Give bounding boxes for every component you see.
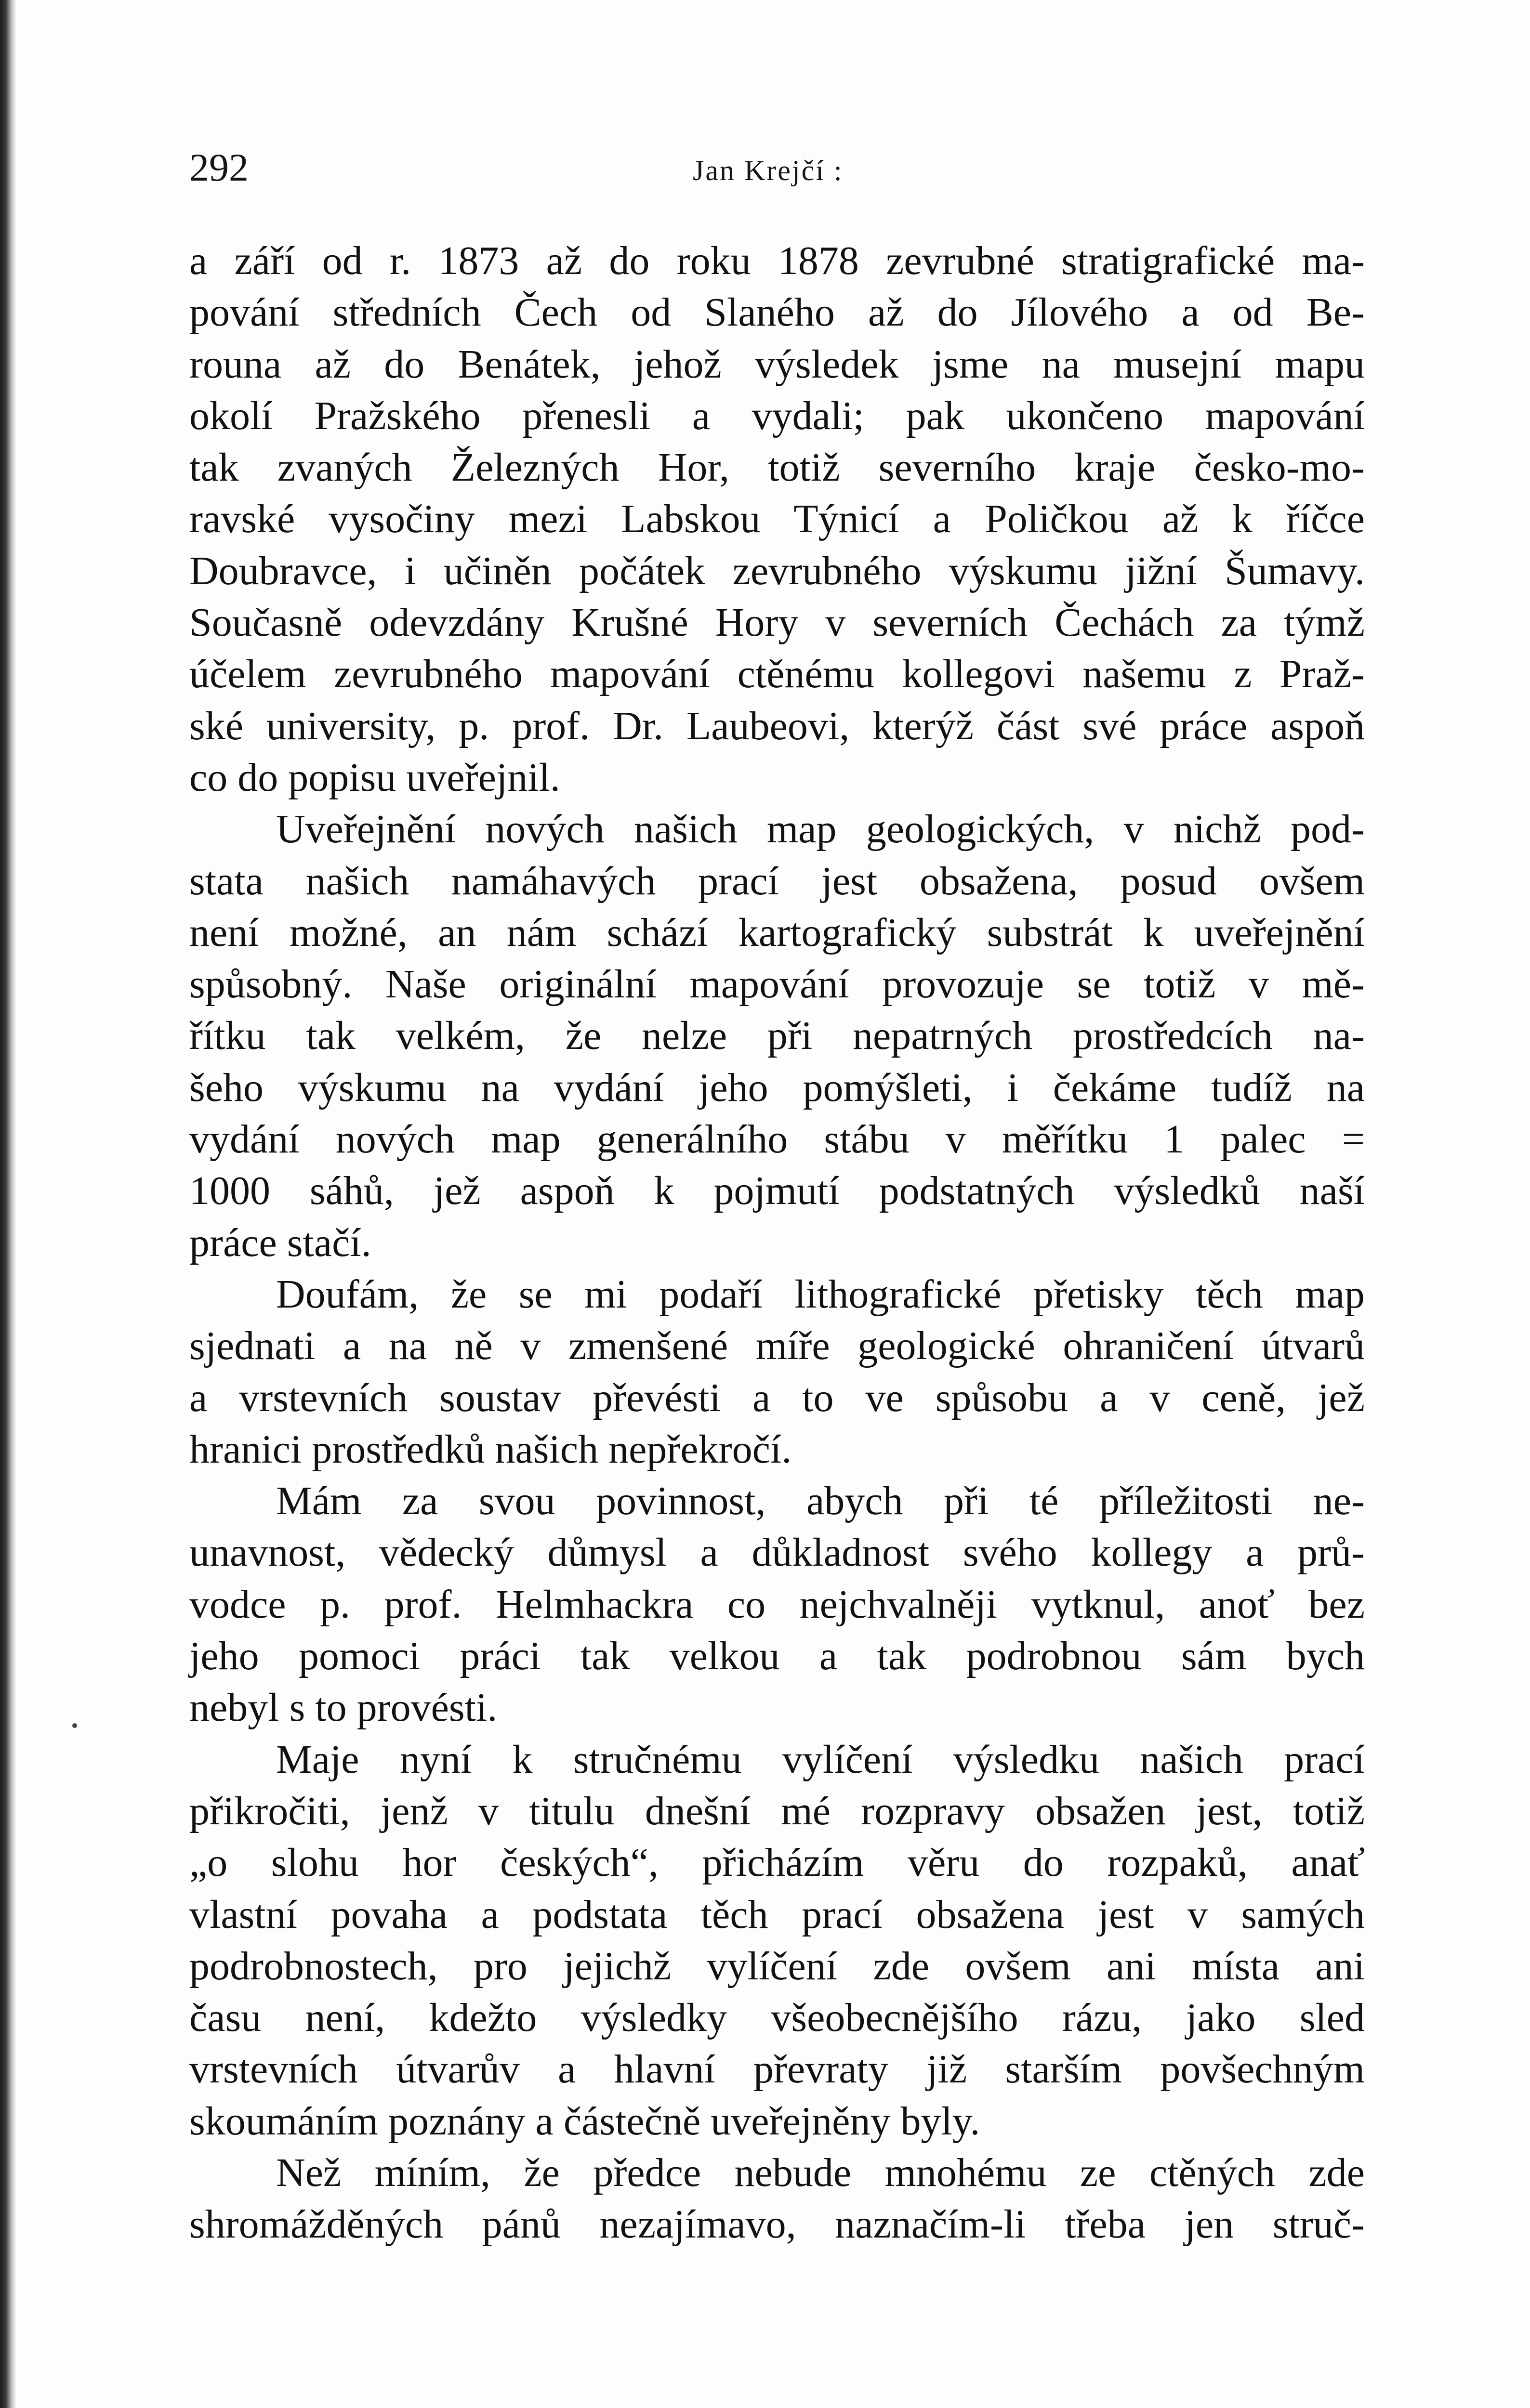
- text-line: vydání nových map generálního stábu v měřítku 1 palec =: [189, 1117, 1365, 1162]
- page-header: [189, 144, 1365, 201]
- text-line: přikročiti, jenž v titulu dnešní mé rozpravy obsažen jest, totiž: [189, 1788, 1365, 1833]
- text-line: Mám za svou povinnost, abych při té příležitosti ne-: [276, 1479, 1365, 1524]
- text-line: pování středních Čech od Slaného až do Jílového a od Be-: [189, 290, 1365, 335]
- running-head: Jan Krejčí :: [693, 155, 844, 186]
- text-line: podrobnostech, pro jejichž vylíčení zde ovšem ani místa ani: [189, 1943, 1365, 1989]
- text-line: Maje nyní k stručnému vylíčení výsledku našich prací: [276, 1737, 1365, 1782]
- text-line: spůsobný. Naše originální mapování provozuje se totiž v mě-: [189, 962, 1365, 1007]
- text-line: shromážděných pánů nezajímavo, naznačím-li třeba jen struč-: [189, 2202, 1365, 2247]
- paragraph: [189, 1734, 1365, 2147]
- body-text: [189, 235, 1365, 2251]
- text-line: unavnost, vědecký důmysl a důkladnost svého kollegy a prů-: [189, 1530, 1365, 1575]
- text-line: rouna až do Benátek, jehož výsledek jsme na musejní mapu: [189, 341, 1365, 387]
- text-line: práce stačí.: [189, 1220, 371, 1265]
- text-line: sjednati a na ně v zmenšené míře geologické ohraničení útvarů: [189, 1323, 1365, 1369]
- text-line: Uveřejnění nových našich map geologických, v nichž pod-: [276, 807, 1365, 852]
- text-line: hranici prostředků našich nepřekročí.: [189, 1426, 792, 1472]
- text-line: Doufám, že se mi podaří lithografické přetisky těch map: [276, 1271, 1365, 1317]
- text-line: „o slohu hor českých“, přicházím věru do rozpaků, anať: [189, 1840, 1365, 1885]
- text-line: Současně odevzdány Krušné Hory v severních Čechách za týmž: [189, 600, 1365, 645]
- text-line: Než míním, že předce nebude mnohému ze ctěných zde: [276, 2150, 1365, 2195]
- text-line: 1000 sáhů, jež aspoň k pojmutí podstatných výsledků naší: [189, 1168, 1365, 1214]
- page-number: 292: [189, 145, 249, 189]
- text-line: účelem zevrubného mapování ctěnému kollegovi našemu z Praž-: [189, 652, 1365, 697]
- text-line: jeho pomoci práci tak velkou a tak podrobnou sám bych: [189, 1634, 1365, 1679]
- text-line: ské university, p. prof. Dr. Laubeovi, kterýž část své práce aspoň: [189, 703, 1365, 748]
- text-line: okolí Pražského přenesli a vydali; pak ukončeno mapování: [189, 393, 1365, 438]
- text-line: řítku tak velkém, že nelze při nepatrných prostředcích na-: [189, 1013, 1365, 1059]
- paragraph: [189, 1475, 1365, 1733]
- text-line: není možné, an nám schází kartografický substrát k uveřejnění: [189, 910, 1365, 955]
- scan-edge-shadow: [0, 0, 16, 2408]
- text-line: co do popisu uveřejnil.: [189, 755, 560, 800]
- text-line: šeho výskumu na vydání jeho pomýšleti, i čekáme tudíž na: [189, 1065, 1365, 1110]
- text-line: tak zvaných Železných Hor, totiž severního kraje česko-mo-: [189, 445, 1365, 490]
- text-line: skoumáním poznány a částečně uveřejněny byly.: [189, 2098, 980, 2144]
- text-line: vodce p. prof. Helmhackra co nejchvalněji vytknul, anoť bez: [189, 1582, 1365, 1627]
- paragraph: [189, 2147, 1365, 2251]
- paragraph: [189, 235, 1365, 803]
- text-line: vrstevních útvarův a hlavní převraty již starším povšechným: [189, 2047, 1365, 2092]
- text-line: stata našich namáhavých prací jest obsažena, posud ovšem: [189, 858, 1365, 903]
- text-line: a vrstevních soustav převésti a to ve spůsobu a v ceně, jež: [189, 1375, 1365, 1420]
- stray-ink-dot: [72, 1723, 77, 1728]
- text-line: Doubravce, i učiněn počátek zevrubného výskumu jižní Šumavy.: [189, 548, 1365, 593]
- paragraph: [189, 803, 1365, 1269]
- text-line: a září od r. 1873 až do roku 1878 zevrubné stratigrafické ma-: [189, 238, 1365, 283]
- text-line: času není, kdežto výsledky všeobecnějšího rázu, jako sled: [189, 1995, 1365, 2041]
- text-line: nebyl s to provésti.: [189, 1685, 498, 1730]
- paragraph: [189, 1269, 1365, 1475]
- text-line: ravské vysočiny mezi Labskou Týnicí a Poličkou až k říčce: [189, 497, 1365, 542]
- text-line: vlastní povaha a podstata těch prací obsažena jest v samých: [189, 1892, 1365, 1937]
